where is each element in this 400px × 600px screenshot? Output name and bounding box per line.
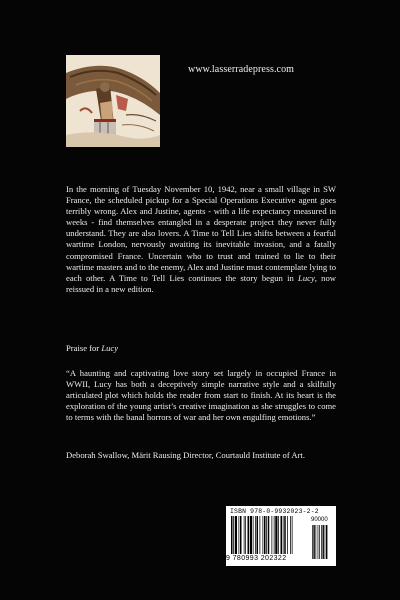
barcode-bar	[290, 516, 291, 554]
barcode-addon-bar	[312, 525, 313, 559]
barcode-bar	[239, 516, 240, 554]
blurb-title-italic: Lucy	[298, 272, 315, 283]
barcode-bar	[240, 516, 242, 554]
barcode-addon-bar	[323, 525, 324, 559]
barcode-bar	[245, 516, 246, 554]
barcode-bar	[278, 516, 279, 554]
blurb-paragraph	[66, 184, 336, 295]
cover-art	[66, 55, 160, 147]
praise-heading-prefix: Praise for	[66, 343, 100, 353]
barcode-bar	[283, 516, 284, 554]
barcode-addon-bar	[318, 525, 319, 559]
barcode-bar	[255, 516, 256, 554]
blurb-tail: , now reissued in a new edition.	[66, 272, 336, 294]
barcode-bar	[260, 516, 261, 554]
barcode-bar	[275, 516, 277, 554]
praise-heading	[66, 343, 118, 353]
barcode-bar	[274, 516, 275, 554]
barcode-bar	[244, 516, 245, 554]
barcode-addon-bar	[313, 525, 314, 559]
barcode-bar	[231, 516, 233, 554]
isbn-label: ISBN 978-0-9932023-2-2	[230, 508, 319, 515]
barcode-addon-bar	[321, 525, 322, 559]
praise-quote: “A haunting and captivating love story set largely in occupied France in WWII, Lucy has both a deceptively simple narrative style and a skilfully articulated plot which holds the reader from start to finish. At its heart is the exploration of the young artist’s creative imagination as she struggles to come to terms with the banal horrors of war and her own engulfing emotions.”	[66, 368, 336, 423]
barcode-bar	[257, 516, 259, 554]
barcode-bar	[284, 516, 286, 554]
praise-heading-title: Lucy	[101, 343, 119, 353]
barcode-bar	[235, 516, 237, 554]
barcode-bar	[292, 516, 293, 554]
barcode-addon-bar	[325, 525, 326, 559]
price-code: 90000	[311, 517, 328, 523]
painting-thumbnail-icon	[66, 55, 160, 147]
publisher-url[interactable]: www.lasserradepress.com	[188, 64, 295, 75]
blurb-text: In the morning of Tuesday November 10, 1942, near a small village in SW France, the scheduled pickup for a Special Operations Executive agent goes terribly wrong. Alex and Justine, agents - with a life expectancy measured in weeks - find themselves entangled in a desperate project they never fully understand. They are also lovers. A Time to Tell Lies shifts between a fearful wartime London, nervously awaiting its inevitable invasion, and a fatally compromised France. Uncertain who to trust and trained to lie to their wartime masters and to the enemy, Alex and Justine must contemplate lying to each other. A Time to Tell Lies continues the story begun in	[66, 184, 336, 283]
barcode-bar	[281, 516, 283, 554]
barcode-bar	[248, 516, 250, 554]
isbn-barcode	[226, 506, 336, 566]
barcode-bar	[253, 516, 254, 554]
barcode-addon-bar	[326, 525, 327, 559]
barcode-bar	[268, 516, 270, 554]
quote-attribution: Deborah Swallow, Märit Rausing Director, Courtauld Institute of Art.	[66, 450, 305, 460]
barcode-bar	[287, 516, 288, 554]
barcode-bar	[233, 516, 234, 554]
barcode-addon-bar	[316, 525, 317, 559]
barcode-bar	[250, 516, 252, 554]
barcode-bar	[264, 516, 266, 554]
barcode-addon-bar	[319, 525, 320, 559]
barcode-bar	[263, 516, 264, 554]
ean-digits: 9 780993 202322	[226, 555, 287, 562]
barcode-bar	[266, 516, 267, 554]
barcode-bar	[272, 516, 273, 554]
